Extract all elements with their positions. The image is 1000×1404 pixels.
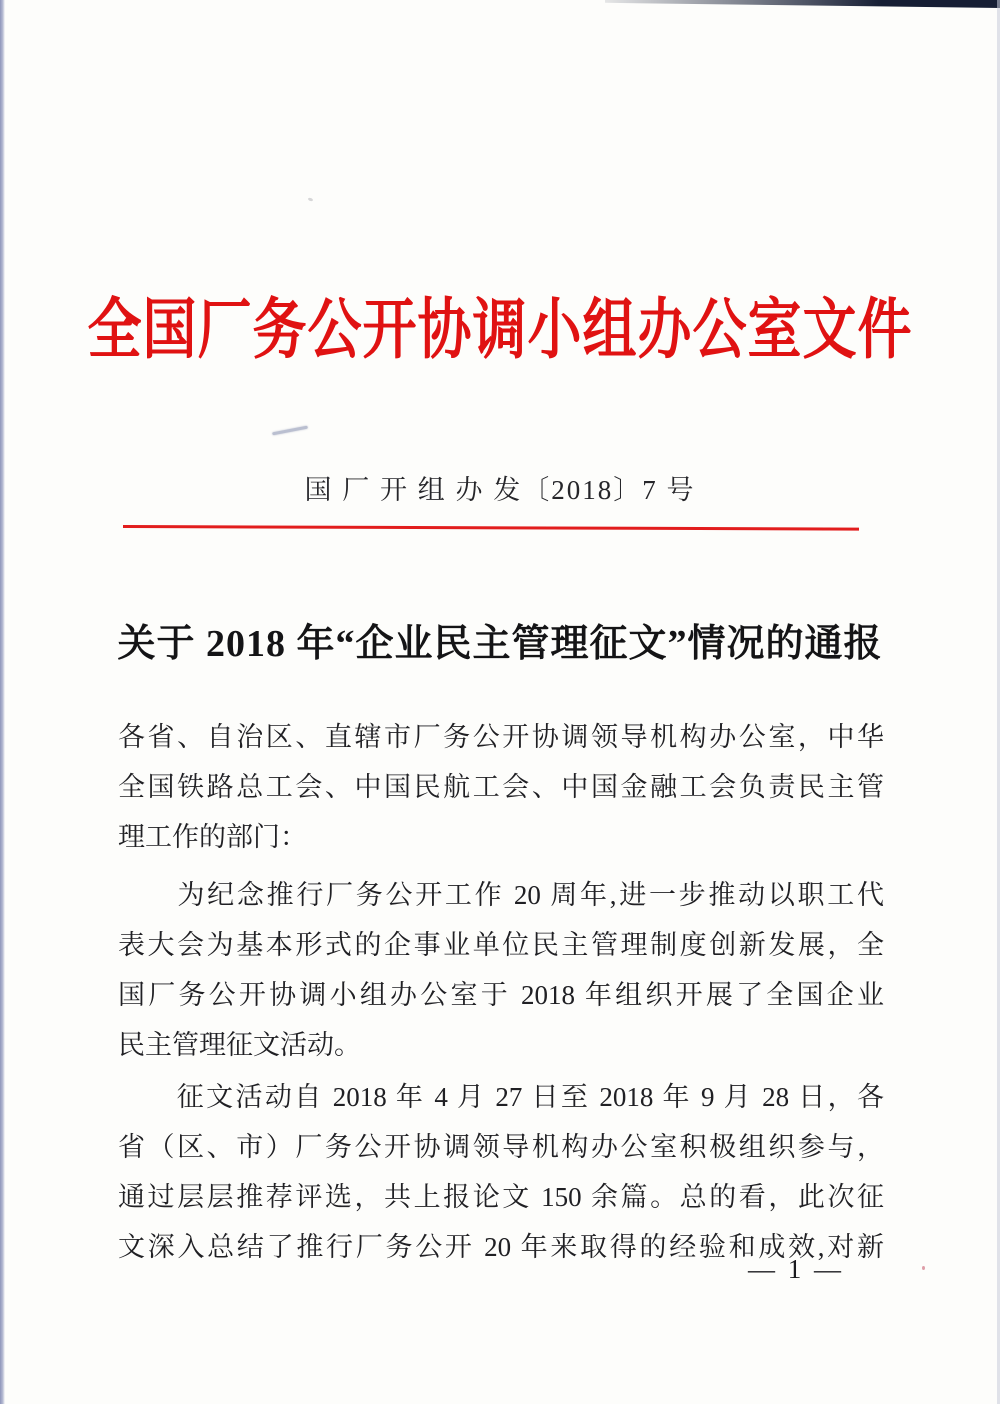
letterhead-title: 全国厂务公开协调小组办公室文件 [87, 293, 913, 367]
scan-smudge-artifact [272, 426, 308, 436]
red-divider-line [123, 525, 859, 531]
document-number: 国 厂 开 组 办 发〔2018〕7 号 [304, 475, 696, 505]
body-line: 表大会为基本形式的企事业单位民主管理制度创新发展，全 [118, 930, 884, 960]
body-line: 民主管理征文活动。 [118, 1030, 361, 1060]
body-line: 征文活动自 2018 年 4 月 27 日至 2018 年 9 月 28 日，各 [118, 1082, 884, 1112]
body-line: 各省、自治区、直辖市厂务公开协调领导机构办公室，中华 [118, 722, 884, 752]
scan-edge-left [0, 0, 5, 1404]
body-line: 省（区、市）厂务公开协调领导机构办公室积极组织参与， [118, 1132, 884, 1162]
paragraph-addressees [118, 712, 884, 862]
body-line: 文深入总结了推行厂务公开 20 年来取得的经验和成效,对新 [118, 1232, 884, 1262]
page-number: — 1 — [748, 1254, 844, 1284]
notice-title: 关于 2018 年“企业民主管理征文”情况的通报 [117, 623, 883, 665]
scan-speck-artifact [308, 197, 314, 202]
paragraph-background [118, 870, 884, 1070]
scan-speck-artifact [922, 1266, 925, 1270]
paragraph-activity-summary [118, 1072, 884, 1272]
document-body [118, 712, 884, 1272]
scan-edge-top-right [605, 0, 1000, 8]
body-line: 国厂务公开协调小组办公室于 2018 年组织开展了全国企业 [118, 980, 884, 1010]
body-line: 通过层层推荐评选，共上报论文 150 余篇。总的看，此次征 [118, 1182, 884, 1212]
body-line: 为纪念推行厂务公开工作 20 周年,进一步推动以职工代 [118, 880, 884, 910]
body-line: 全国铁路总工会、中国民航工会、中国金融工会负责民主管 [118, 772, 884, 802]
body-line: 理工作的部门： [118, 822, 307, 852]
